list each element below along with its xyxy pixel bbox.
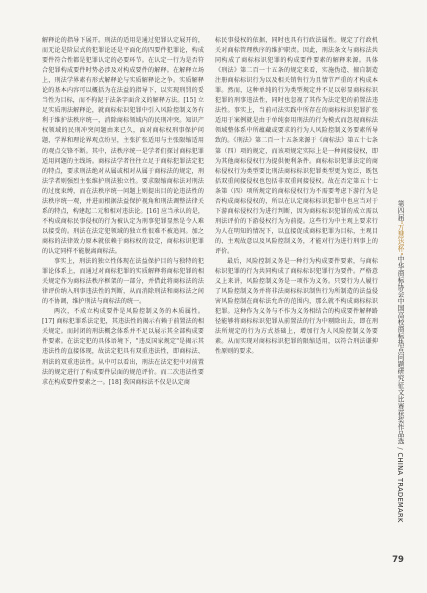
side-header-series-title: 中华商标协会中国高校商标热点问题研究征文比赛获奖作品选 xyxy=(396,255,404,445)
body-paragraph: 事实上，刑法的独立性体现在法益保护目的与独特的犯罪论体系上，而通过对商标犯罪的实质解释将商标犯罪的相关规定作为商标法秩序框架的一部分，并借此将商标法的法律评价纳入刑事违法性的判断，从而消除刑法和商标法之间的不协调，维护刑法与商标法的统一。 xyxy=(42,258,204,306)
side-header-separator: / xyxy=(396,444,404,453)
body-paragraph: 解释论的指导下展开。刑法的适用是通过犯罪认定展开的，而无论是阶层式的犯罪论还是平面化的四要件犯罪论，构成要件符合性都是犯罪认定的必要环节。在认定一行为是否符合犯罪构成要件时势必涉及对构成要件的解释。在解释立场上，刑法学界素有形式解释论与实质解释论之争。实质解释论的基本内容可以概括为在法益的指导下，以实现刑罚的妥当性为目标，而不拘泥于法条字面含义的解释方法。[15] 立足实质刑法解释论，就商标标识犯罪中引入风险控制义务有利于维护法秩序统一，消除商标领域内的民刑冲突。知识产权领域的民刑冲突问题由来已久，面对商标权刑事保护问题，学界和理论界观点纷呈，主张扩张适用与主张限缩适用的观点交锋不断。其中，法秩序统一是学者们探讨商标犯罪适用问题的主线场。商标法学者往往立足于商标犯罪法定犯的特点，要求刑法绝对从属或相对从属于商标法的规定，刑法学者则强烈主张维护刑法独立性。要求限缩商标法对刑法的过度束缚，而在法秩序统一问题上则提出目的论违法性的法秩序统一观，并进而根据法益保护视角和刑法调整法律关系的特点，构建起二元和相对违法论。[16] 应当承认的是，不构成商标民事侵权的行为被认定为刑事犯罪显然是令人难以接受的。刑法在法定犯领域的独立性很难不被追问。加之商标的法律效力原本就依赖于商标权的设定，商标标识犯罪的认定同样不能脱离商标法。 xyxy=(42,37,204,255)
side-header-journal-name: CHINA TRADEMARK xyxy=(396,452,404,523)
side-header-cup-name: "万慧达杯" xyxy=(396,221,404,256)
page-number: 79 xyxy=(392,555,404,565)
side-header-edition: 第四届 xyxy=(396,200,404,221)
right-text-column xyxy=(215,36,378,358)
body-paragraph: 两次，不成立构成要件是风险控制义务的本质属性。[17] 商标犯罪系法定犯，其违法性的揭示有赖于前置法的相关规定。而封闭的刑法概念体系并不足以展示其全部构成要件要素。在法定犯的具体语境下，"违反国家规定"是揭示其违法性的直接体现，故法定犯具有双重违法性，即商标法、刑法的双重违法性。从中可以看出，刑法在法定犯中对前置法的规定进行了构成要件层面的规范评价。而二次违法性要求在构成要件要素之一。[18] 我国商标法不仅是认定商 xyxy=(42,308,204,386)
left-text-column xyxy=(42,36,204,388)
body-paragraph: 标民事侵权的依据，同时也具有行政法属性。规定了行政机关对商标管理秩序的维护职责。因此，刑法条文与商标法共同构成了商标标识犯罪的构成要件要素的解释来源。具体《刑法》第二百一十五条的规定来看，实施伪造、擅自制造注册商标标识行为以及相关销售行为且情节严重的才构成本罪。然而，这种单纯的行为类型规定并不足以彰显商标标识犯罪的刑事违法性，同时也忽视了其作为法定犯的前置法违法性。事实上，当前司法实践中所存在的商标标识犯罪扩张适用于案例就是由于单纯套用刑法的行为模式而忽视商标法领域整体系中所蕴藏或要求的行为人风险控制义务要素所导致的。《刑法》第二百一十五条来源于《商标法》第五十七条第（四）项的规定，而该项规定实际上是一种间接侵权，即为其他商标侵权行为提供便利条件。商标标识犯罪法定的商标侵权行为类型要比刑法商标标识犯罪类型更为宽泛，既包括双重间接侵权也包括非双重间接侵权。故在否定第五十七条第（四）项所规定的商标侵权行为不需要考虑下游行为是否构成商标侵权的，所以在认定商标标识犯罪中也应当对于下游商标侵权行为进行判断，因为商标标识犯罪的成立需以刑法评价的下游侵权行为为前提。这些行为中主观上要求行为人在明知的情况下，以直接促成商标犯罪为目标，主观目的、主观故意以及风险控制义务，才能对行为进行刑事上的评价。 xyxy=(215,37,378,255)
body-paragraph: 最后，风险控制义务是一种行为构成要件要素，与商标标识犯罪的行为共同构成了商标标识犯罪行为要件。严格意义上来讲，风险控制义务是一项作为义务。只要行为人履行了风险控制义务并将非法商标标识制售行为所制造的法益侵害风险控制在商标法允许的范围内，那么就不构成商标标识犯罪。这种作为义务与不作为义务相结合的构成要件解释路径能够将商标标识犯罪从前置法的行为中剔除出去，即在刑法所规定的行为方式基础上，增加行为人风险控制义务要素。从而实现对商标标识犯罪的限缩适用，以符合刑法谦抑性原则的要求。 xyxy=(215,258,378,356)
running-side-header xyxy=(395,200,405,523)
